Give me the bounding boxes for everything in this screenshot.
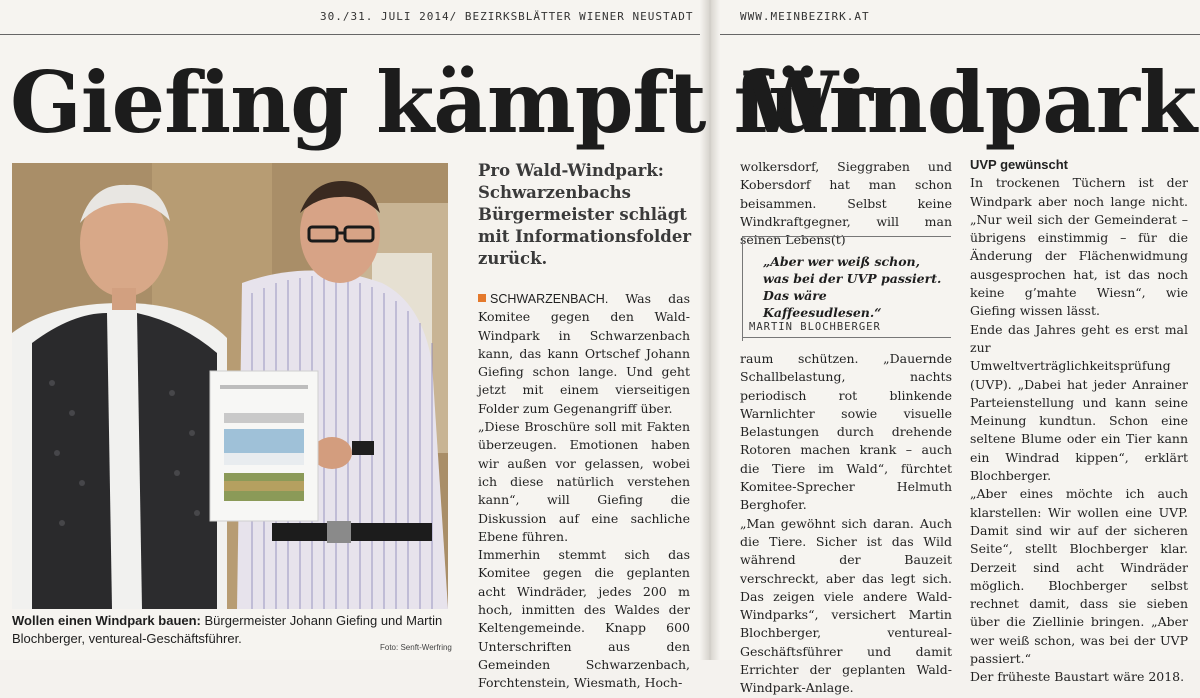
- paragraph: In trockenen Tüchern ist der Windpark aber noch lange nicht. „Nur weil sich der Gemeinderat – übrigens einstimmig – für die Änderung der Flächenwidmung ausgesprochen hat, ist das noch keine g’mahte Wiesn“, wie Giefing wissen lässt.: [970, 175, 1188, 319]
- photo-credit: Foto: Senft-Werfring: [380, 643, 452, 652]
- paragraph: „Man gewöhnt sich daran. Auch die Tiere. Sicher ist das Wild während der Bauzeit verschreckt, aber das legt sich. Das zeigen viele andere Wald-Windparks“, versichert Martin Blochberger, ventureal-Geschäftsführer und damit Errichter der geplanten Wald-Windpark-Anlage.: [740, 515, 952, 696]
- issue-header: 30./31. JULI 2014/ BEZIRKSBLÄTTER WIENER NEUSTADT: [320, 10, 694, 23]
- headline-part-1: Giefing kämpft für: [10, 53, 873, 152]
- paragraph: Ende das Jahres geht es erst mal zur Umweltverträglichkeitsprüfung (UVP). „Dabei hat jeder Anrainer Parteienstellung und kann seine Meinung kundtun. Schon eine seltene Blume oder ein Tier kann ein Windrad kippen“, erklärt Blochberger.: [970, 321, 1188, 484]
- article-deck: Pro Wald-Windpark: Schwarzenbachs Bürgermeister schlägt mit Informationsfolder zurück.: [478, 161, 692, 268]
- dateline: SCHWARZENBACH.: [490, 292, 609, 306]
- caption-text: Bürgermeister Johann Giefing und Martin Blochberger, ventureal-Geschäftsführer.: [12, 613, 443, 646]
- header-rule-right: [720, 34, 1200, 35]
- paragraph: Der früheste Baustart wäre 2018.: [970, 669, 1185, 685]
- paragraph: [478, 290, 690, 418]
- paragraph: „Aber eines möchte ich auch klarstellen: Wir wollen eine UVP. Damit sind wir auf der sicheren Seite“, stellt Blochberger klar. Derzeit sind acht Windräder möglich. Blochberger selbst rechnet damit, dass sie sieben über die Ziellinie bringen. „Aber wer weiß schon, was bei der UVP passiert.“: [970, 486, 1188, 667]
- website-header: WWW.MEINBEZIRK.AT: [740, 10, 870, 23]
- section-subhead: UVP gewünscht: [970, 157, 1069, 172]
- paragraph: „Diese Broschüre soll mit Fakten überzeugen. Emotionen haben wir außen vor gelassen, wobei ich diese natürlich verstehen kann“, will Giefing die Diskussion auf eine sachliche Ebene führen.: [478, 419, 690, 544]
- pull-quote-rule: [743, 337, 951, 338]
- dateline-marker: [478, 294, 486, 302]
- text-column-2-bottom: [740, 350, 952, 698]
- headline-part-2: Windpark: [744, 53, 1197, 152]
- paragraph-text: Was das Komitee gegen den Wald-Windpark in Schwarzenbach kann, das kann Ortschef Johann Giefing schon lange. Und geht jetzt mit einem vierseitigen Folder zum Gegenangriff über.: [478, 291, 690, 416]
- text-column-1: [478, 290, 690, 693]
- paragraph: wolkersdorf, Sieggraben und Kobersdorf hat man schon beisammen. Selbst keine Windkraftgegner, will man seinen Lebens(t): [740, 159, 952, 248]
- paragraph: raum schützen. „Dauernde Schallbelastung, nachts periodisch rot blinkende Warnlichter sowie visuelle Belastungen durch drehende Rotoren machen krank – auch die Tiere im Wald“, fürchtet Komitee-Sprecher Helmuth Berghofer.: [740, 351, 952, 513]
- pull-quote-author: MARTIN BLOCHBERGER: [749, 321, 881, 333]
- article-photo: [12, 163, 448, 609]
- pull-quote: [742, 236, 951, 341]
- photo-illustration: [12, 163, 448, 609]
- paragraph: Immerhin stemmt sich das Komitee gegen die geplanten acht Windräder, jedes 200 m hoch, inmitten des Waldes der Keltengemeinde. Knapp 600 Unterschriften aus den Gemeinden Schwarzenbach, Forchtenstein, Wiesmath, Hoch-: [478, 547, 690, 691]
- header-rule-left: [0, 34, 700, 35]
- pull-quote-text: „Aber wer weiß schon, was bei der UVP passiert. Das wäre Kaffeesudlesen.“: [763, 254, 942, 320]
- text-column-3: [970, 156, 1188, 687]
- caption-lead: Wollen einen Windpark bauen:: [12, 613, 201, 628]
